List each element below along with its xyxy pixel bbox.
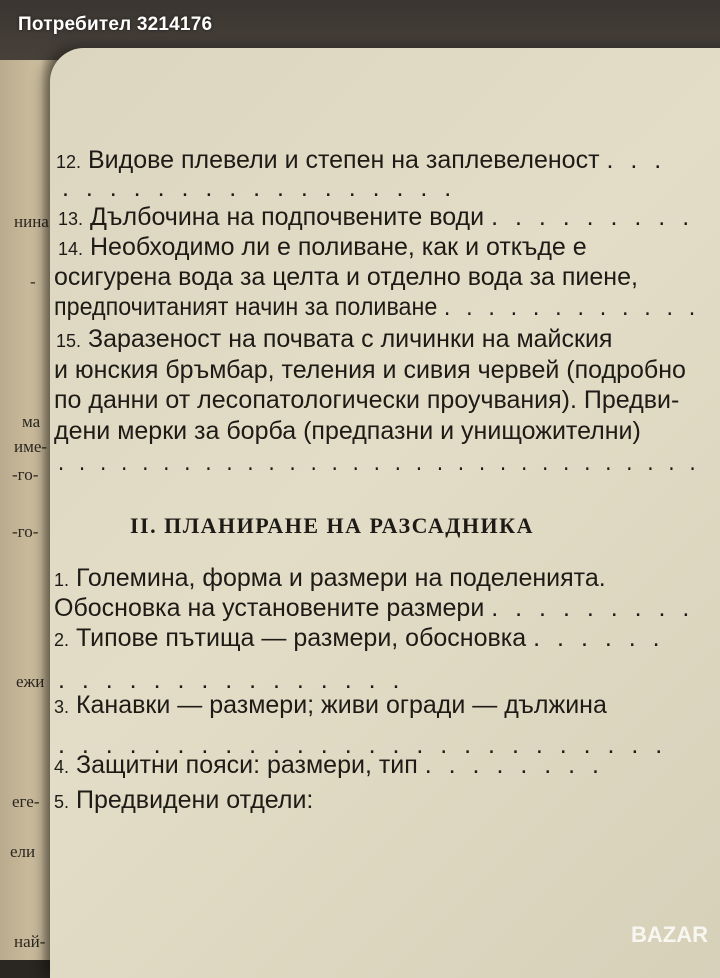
item-2: 2. Типове пътища — размери, обосновка . . . . . . — [54, 624, 665, 652]
book-page — [50, 48, 720, 978]
facing-page-fragment: име- — [14, 437, 48, 456]
facing-page-fragment: еге- — [12, 792, 40, 811]
leader-line: . . . . . . . . . . . . . . . . . — [62, 174, 457, 202]
bazar-logo: BAZAR — [631, 922, 708, 947]
facing-page-fragment: най- — [14, 932, 46, 951]
item-1-cont: Обосновка на установените размери . . . . . . . . . — [54, 594, 695, 622]
leader-line: . . . . . . . . . . . . . . . . . . . . . . . . . . — [58, 731, 668, 759]
facing-page-fragment: нина — [14, 212, 49, 231]
item-3: 3. Канавки — размери; живи огради — дължина — [54, 691, 607, 719]
facing-page-fragment: ма — [22, 412, 41, 431]
facing-page-fragment: -го- — [12, 522, 39, 541]
item-12: 12. Видове плевели и степен на заплевеленост . . . — [56, 146, 667, 174]
item-15-cont: дени мерки за борба (предпазни и унищожителни) — [54, 417, 641, 445]
item-14: 14. Необходимо ли е поливане, как и откъде е — [58, 233, 587, 261]
facing-page-fragment: -го- — [12, 465, 39, 484]
item-15-cont: по данни от лесопатологически проучвания). Предви- — [54, 386, 680, 414]
item-14-cont: предпочитаният начин за поливане . . . . . . . . . . . . — [54, 293, 700, 321]
item-1: 1. Големина, форма и размери на поделенията. — [54, 564, 606, 592]
user-watermark: Потребител 3214176 — [18, 14, 213, 35]
item-13: 13. Дълбочина на подпочвените води . . . . . . . . . — [58, 203, 695, 231]
section-heading: II. ПЛАНИРАНЕ НА РАЗСАДНИКА — [130, 513, 534, 538]
item-4: 4. Защитни пояси: размери, тип . . . . . . . . — [54, 751, 604, 779]
leader-line: . . . . . . . . . . . . . . . — [58, 666, 405, 694]
leader-line: . . . . . . . . . . . . . . . . . . . . . . . . . . . . . . . — [58, 448, 700, 476]
item-15: 15. Заразеност на почвата с личинки на майския — [56, 325, 613, 353]
facing-page-fragment: ели — [10, 842, 36, 861]
item-5: 5. Предвидени отдели: — [54, 786, 314, 814]
facing-page-fragment: - — [30, 272, 36, 291]
facing-page-fragment: ежи — [16, 672, 45, 691]
item-15-cont: и юнския бръмбар, теления и сивия червей (подробно — [54, 356, 686, 384]
item-14-cont: осигурена вода за целта и отделно вода за пиене, — [54, 263, 638, 291]
